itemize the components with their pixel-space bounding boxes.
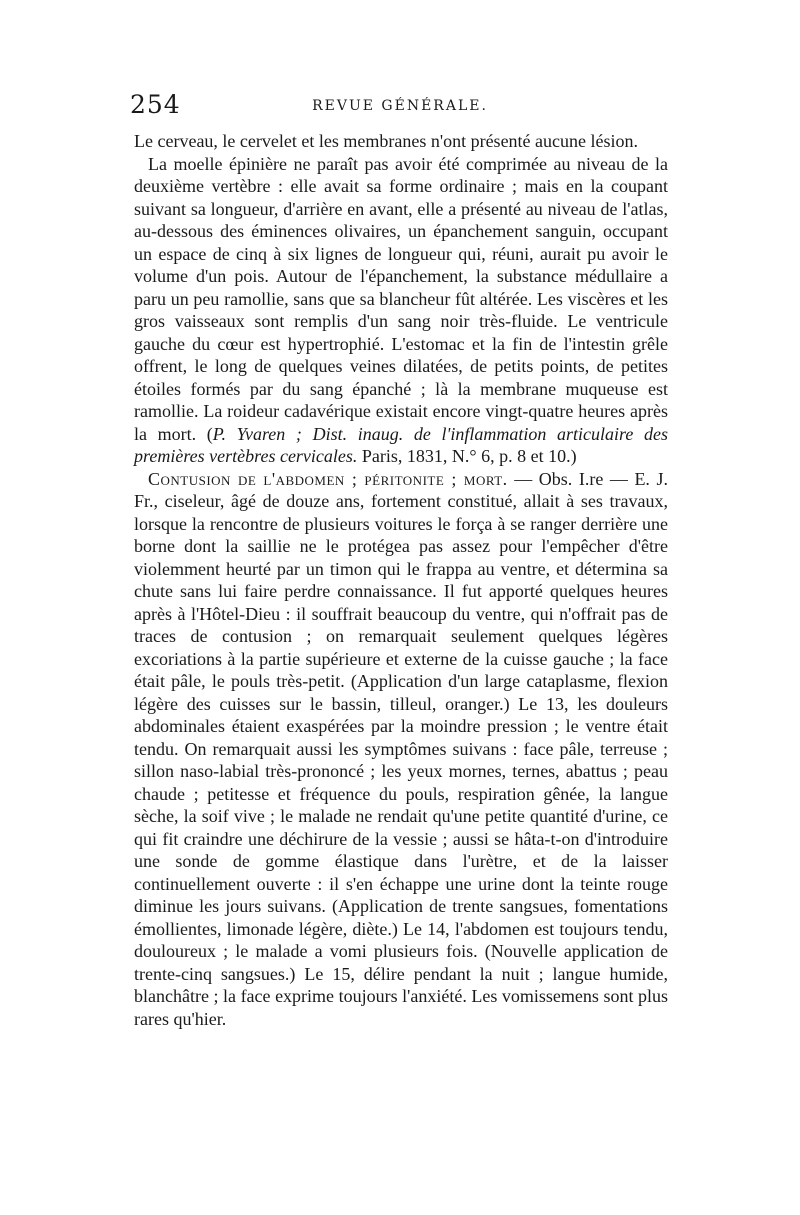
paragraph-text: — Obs. I.re — E. J. Fr., ciseleur, âgé de douze ans, fortement constitué, allait à ses travaux, lorsque la rencontre de plusieurs voitures le força à se ranger derrière une borne dont la saillie ne le protégea pas assez pour l'empêcher d'être violemment heurté par un timon qui le frappa au ventre, et détermina sa chute sans lui faire perdre connaissance. Il fut apporté quelques heures après à l'Hôtel-Dieu : il souffrait beaucoup du ventre, qui n'offrait pas de traces de contusion ; on remarquait seulement quelques légères excoriations à la partie supérieure et externe de la cuisse gauche ; la face était pâle, le pouls très-petit. (Application d'un large cataplasme, flexion légère des cuisses sur le bassin, tilleul, oranger.) Le 13, les douleurs abdominales étaient exaspérées par la moindre pression ; le ventre était tendu. On remarquait aussi les symptômes suivans : face pâle, terreuse ; sillon naso-labial très-prononcé ; les yeux mornes, ternes, abattus ; peau chaude ; petitesse et fréquence du pouls, respiration gênée, la langue sèche, la soif vive ; le malade ne rendait qu'une petite quantité d'urine, ce qui fit craindre une déchirure de la vessie ; aussi se hâta-t-on d'introduire une sonde de gomme élastique dans l'urètre, et de la laisser continuellement ouverte : il s'en échappe une urine dont la teinte rouge diminue les jours suivans. (Application de trente sangsues, fomentations émollientes, limonade légère, diète.) Le 14, l'abdomen est toujours tendu, douloureux ; le malade a vomi plusieurs fois. (Nouvelle application de trente-cinq sangsues.) Le 15, délire pendant la nuit ; langue humide, blanchâtre ; la face exprime toujours l'anxiété. Les vomissemens sont plus rares qu'hier. xyxy=(134,468,668,1029)
paragraph-text: Le cerveau, le cervelet et les membranes n'ont présenté aucune lésion. xyxy=(134,131,639,151)
page-number: 254 xyxy=(130,90,181,119)
paragraph-spinal-cord xyxy=(134,153,668,468)
running-head: REVUE GÉNÉRALE. xyxy=(312,98,488,114)
paragraph-text: La moelle épinière ne paraît pas avoir été comprimée au niveau de la deuxième vertèbre : elle avait sa forme ordinaire ; mais en la coupant suivant sa longueur, d'arrière en avant, elle a présenté au niveau de l'atlas, au-dessous des éminences olivaires, un épanchement sanguin, occupant un espace de cinq à six lignes de longueur qui, réuni, aurait pu avoir le volume d'un pois. Autour de l'épanchement, la substance médullaire a paru un peu ramollie, sans que sa blancheur fût altérée. Les viscères et les gros vaisseaux sont remplis d'un sang noir très-fluide. Le ventricule gauche du cœur est hypertrophié. L'estomac et la fin de l'intestin grêle offrent, le long de quelques veines dilatées, de petits points, de petites étoiles formés par du sang épanché ; là la membrane muqueuse est ramollie. La roideur cadavérique existait encore vingt-quatre heures après la mort. ( xyxy=(134,153,668,444)
paragraph-brain-lesion xyxy=(134,130,668,153)
citation-title: P. Yvaren ; Dist. inaug. de l'inflammation articulaire des premières vertèbres cervicales. xyxy=(134,423,668,466)
body-text xyxy=(134,130,668,1030)
section-heading: Contusion de l'abdomen ; péritonite ; mort. xyxy=(148,468,508,489)
citation-details: Paris, 1831, N.° 6, p. 8 et 10.) xyxy=(357,446,577,466)
paragraph-observation-1 xyxy=(134,468,668,1031)
page-header xyxy=(130,90,670,124)
